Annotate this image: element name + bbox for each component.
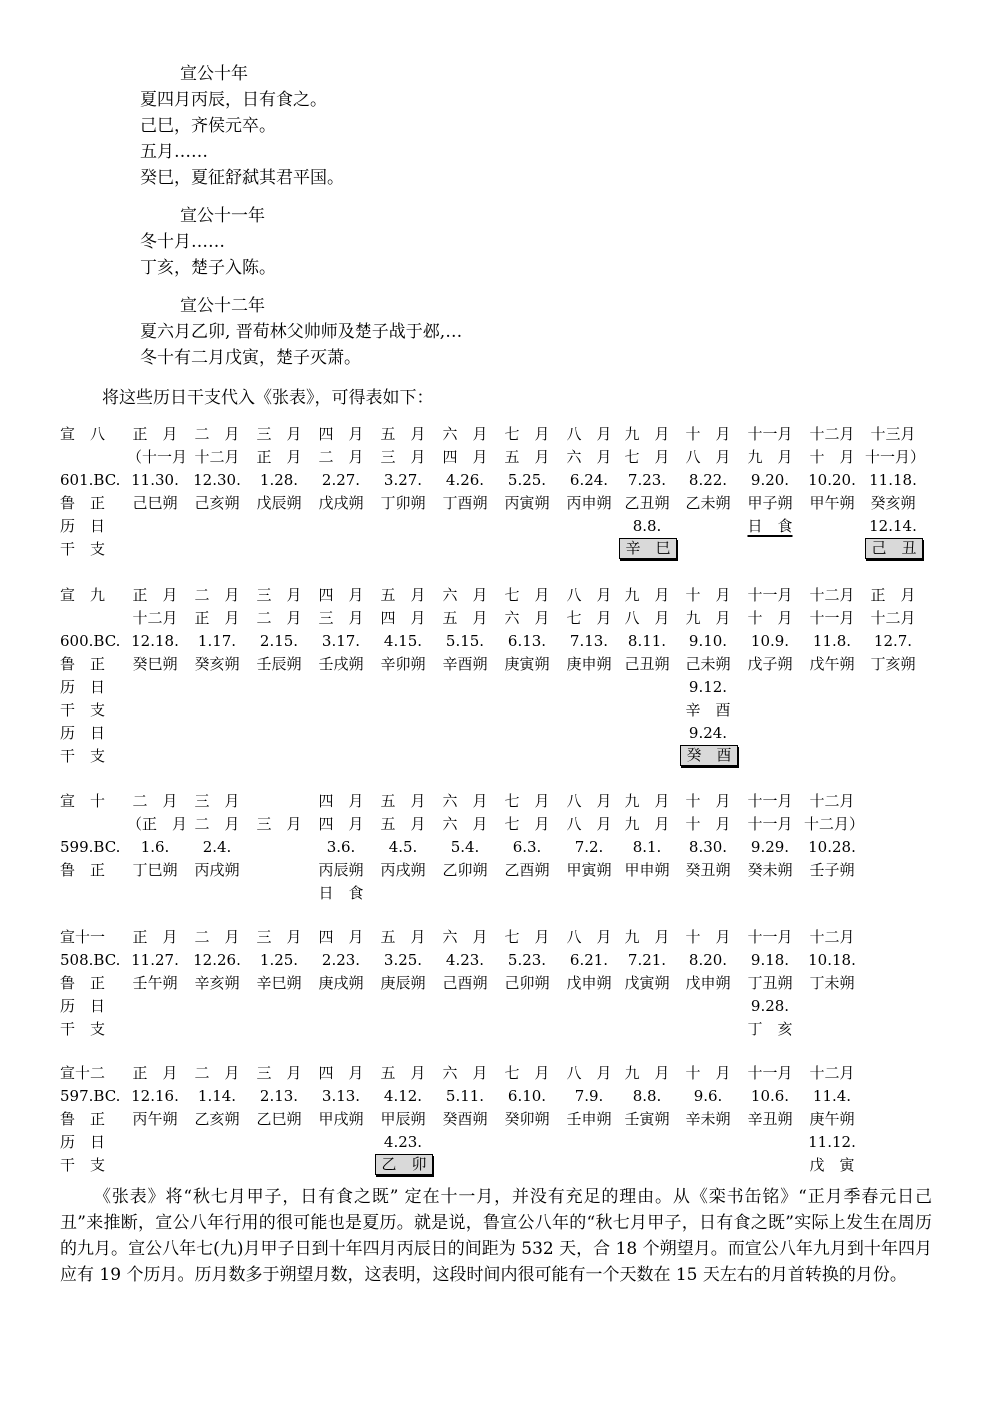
table-cell: 正 月 xyxy=(256,448,302,466)
table-cell: 六 月 xyxy=(442,928,488,946)
table-cell: 二 月 xyxy=(194,586,240,604)
table-cell: 八 月 xyxy=(685,448,731,466)
table-cell: 6.24. xyxy=(569,471,609,489)
table-cell: （正 月 xyxy=(127,815,188,833)
table-cell: 6.13. xyxy=(507,632,547,650)
row-header: 600.BC. xyxy=(60,632,121,650)
table-cell: 10.20. xyxy=(808,471,856,489)
table-cell: 十二月） xyxy=(804,815,865,833)
table-cell: 癸酉朔 xyxy=(442,1110,488,1128)
table-cell: 戊午朔 xyxy=(809,655,855,673)
table-cell: 壬申朔 xyxy=(566,1110,612,1128)
table-cell: 7.13. xyxy=(569,632,609,650)
table-cell: 9.6. xyxy=(693,1087,723,1105)
table-cell: 乙未朔 xyxy=(685,494,731,512)
text-line: 将这些历日干支代入《张表》，可得表如下： xyxy=(102,388,434,408)
table-cell: 丙戌朔 xyxy=(194,861,240,879)
table-cell: 十 月 xyxy=(685,792,731,810)
table-cell: 己巳朔 xyxy=(132,494,178,512)
table-cell: 丙午朔 xyxy=(132,1110,178,1128)
table-cell: 二 月 xyxy=(194,1064,240,1082)
table-cell: 丁亥朔 xyxy=(870,655,916,673)
table-cell: 十一月 xyxy=(747,1064,793,1082)
table-cell: 乙酉朔 xyxy=(504,861,550,879)
table-cell: 九 月 xyxy=(685,609,731,627)
table-cell: 十二月 xyxy=(809,1064,855,1082)
table-cell: 十 月 xyxy=(685,815,731,833)
table-cell: 八 月 xyxy=(566,928,612,946)
table-cell: 己卯朔 xyxy=(504,974,550,992)
text-line: 夏四月丙辰，日有食之。 xyxy=(140,90,327,110)
table-cell: 七 月 xyxy=(504,425,550,443)
table-cell: 2.13. xyxy=(259,1087,299,1105)
highlighted-cell: 己 丑 xyxy=(865,538,923,559)
table-cell: 五 月 xyxy=(380,792,426,810)
table-cell: 8.8. xyxy=(632,1087,662,1105)
table-cell: 五 月 xyxy=(442,609,488,627)
table-cell: 2.23. xyxy=(321,951,361,969)
table-cell: 辛卯朔 xyxy=(380,655,426,673)
table-cell: 3.17. xyxy=(321,632,361,650)
row-header: 宣 八 xyxy=(60,425,106,443)
table-cell: 十二月 xyxy=(809,792,855,810)
row-header: 干 支 xyxy=(60,747,106,765)
row-header: 干 支 xyxy=(60,540,106,558)
table-cell: 2.27. xyxy=(321,471,361,489)
table-cell: 十二月 xyxy=(194,448,240,466)
table-cell: 六 月 xyxy=(566,448,612,466)
table-cell: 壬午朔 xyxy=(132,974,178,992)
table-cell: 甲寅朔 xyxy=(566,861,612,879)
table-cell: 10.28. xyxy=(808,838,856,856)
table-cell: 5.4. xyxy=(450,838,480,856)
table-cell: 4.23. xyxy=(445,951,485,969)
table-cell: 丁酉朔 xyxy=(442,494,488,512)
table-cell: 1.6. xyxy=(140,838,170,856)
table-cell: 12.14. xyxy=(869,517,917,535)
table-cell: 二 月 xyxy=(194,425,240,443)
table-cell: 九 月 xyxy=(624,1064,670,1082)
table-cell: 乙巳朔 xyxy=(256,1110,302,1128)
table-cell: 六 月 xyxy=(442,586,488,604)
table-cell: 己未朔 xyxy=(685,655,731,673)
table-cell: 12.18. xyxy=(131,632,179,650)
table-cell: 五 月 xyxy=(380,815,426,833)
table-cell: 十二月 xyxy=(870,609,916,627)
table-cell: 正 月 xyxy=(870,586,916,604)
table-cell: 丁卯朔 xyxy=(380,494,426,512)
table-cell: 乙卯朔 xyxy=(442,861,488,879)
table-cell: 辛未朔 xyxy=(685,1110,731,1128)
row-header: 宣 十 xyxy=(60,792,106,810)
table-cell: 六 月 xyxy=(442,425,488,443)
table-cell: 8.11. xyxy=(627,632,667,650)
table-cell: 乙丑朔 xyxy=(624,494,670,512)
table-cell: 七 月 xyxy=(504,928,550,946)
row-header: 601.BC. xyxy=(60,471,121,489)
table-cell: 八 月 xyxy=(566,1064,612,1082)
table-cell: 三 月 xyxy=(256,815,302,833)
table-cell: 丁巳朔 xyxy=(132,861,178,879)
table-cell: 八 月 xyxy=(566,792,612,810)
table-cell: （十一月 xyxy=(127,448,188,466)
table-cell: 十二月 xyxy=(809,586,855,604)
table-cell: 2.4. xyxy=(202,838,232,856)
table-cell: 十一月 xyxy=(747,425,793,443)
table-cell: 六 月 xyxy=(442,1064,488,1082)
table-cell: 8.8. xyxy=(632,517,662,535)
table-cell: 四 月 xyxy=(442,448,488,466)
table-cell: 11.18. xyxy=(869,471,917,489)
highlighted-cell: 乙 卯 xyxy=(375,1154,433,1175)
table-cell: 五 月 xyxy=(380,1064,426,1082)
text-line: 癸巳，夏征舒弑其君平国。 xyxy=(140,168,344,188)
table-cell: 甲申朔 xyxy=(624,861,670,879)
table-cell: 丁丑朔 xyxy=(747,974,793,992)
table-cell: 八 月 xyxy=(566,425,612,443)
table-cell: 丙申朔 xyxy=(566,494,612,512)
row-header: 干 支 xyxy=(60,1156,106,1174)
table-cell: 庚辰朔 xyxy=(380,974,426,992)
table-cell: 三 月 xyxy=(256,586,302,604)
table-cell: 辛酉朔 xyxy=(442,655,488,673)
table-cell: 3.25. xyxy=(383,951,423,969)
table-cell: 1.28. xyxy=(259,471,299,489)
table-cell: 12.30. xyxy=(193,471,241,489)
text-line: 丁亥，楚子入陈。 xyxy=(140,258,276,278)
table-cell: 8.1. xyxy=(632,838,662,856)
table-cell: 二 月 xyxy=(194,928,240,946)
table-cell: 10.6. xyxy=(750,1087,790,1105)
row-header: 宣十二 xyxy=(60,1064,106,1082)
table-cell: 丁 亥 xyxy=(747,1020,793,1038)
table-cell: 庚午朔 xyxy=(809,1110,855,1128)
table-cell: 日 食 xyxy=(747,517,793,535)
row-header: 597.BC. xyxy=(60,1087,121,1105)
text-line: 宣公十二年 xyxy=(180,296,265,316)
table-cell: 九 月 xyxy=(747,448,793,466)
table-cell: 5.11. xyxy=(445,1087,485,1105)
table-cell: 十二月 xyxy=(809,928,855,946)
table-cell: 乙亥朔 xyxy=(194,1110,240,1128)
table-cell: 九 月 xyxy=(624,586,670,604)
table-cell: 癸亥朔 xyxy=(194,655,240,673)
table-cell: 十 月 xyxy=(747,609,793,627)
table-cell: 三 月 xyxy=(380,448,426,466)
table-cell: 十 月 xyxy=(685,425,731,443)
table-cell: 辛丑朔 xyxy=(747,1110,793,1128)
table-cell: 正 月 xyxy=(132,928,178,946)
table-cell: 正 月 xyxy=(132,425,178,443)
table-cell: 9.20. xyxy=(750,471,790,489)
table-cell: 七 月 xyxy=(504,1064,550,1082)
table-cell: 8.30. xyxy=(688,838,728,856)
table-cell: 9.28. xyxy=(750,997,790,1015)
table-cell: 戊申朔 xyxy=(685,974,731,992)
row-header: 鲁 正 xyxy=(60,974,106,992)
table-cell: 三 月 xyxy=(256,425,302,443)
table-cell: 十三月 xyxy=(870,425,916,443)
table-cell: 己酉朔 xyxy=(442,974,488,992)
table-cell: 11.27. xyxy=(131,951,179,969)
table-cell: 七 月 xyxy=(566,609,612,627)
table-cell: 7.21. xyxy=(627,951,667,969)
table-cell: 1.25. xyxy=(259,951,299,969)
table-cell: 三 月 xyxy=(256,1064,302,1082)
table-cell: 3.27. xyxy=(383,471,423,489)
table-cell: 五 月 xyxy=(380,425,426,443)
table-cell: 6.21. xyxy=(569,951,609,969)
table-cell: 十一月 xyxy=(809,609,855,627)
row-header: 宣 九 xyxy=(60,586,106,604)
table-cell: 9.12. xyxy=(688,678,728,696)
table-cell: 5.15. xyxy=(445,632,485,650)
table-cell: 二 月 xyxy=(256,609,302,627)
table-cell: 丙辰朔 xyxy=(318,861,364,879)
table-cell: 十 月 xyxy=(685,586,731,604)
table-cell: 癸亥朔 xyxy=(870,494,916,512)
table-cell: 十一月 xyxy=(747,792,793,810)
table-cell: 壬子朔 xyxy=(809,861,855,879)
table-cell: 十一月 xyxy=(747,815,793,833)
table-cell: 十 月 xyxy=(809,448,855,466)
table-cell: 戊申朔 xyxy=(566,974,612,992)
table-cell: 三 月 xyxy=(256,928,302,946)
table-cell: 七 月 xyxy=(504,586,550,604)
table-cell: 十 月 xyxy=(685,928,731,946)
table-cell: 六 月 xyxy=(442,792,488,810)
table-cell: 五 月 xyxy=(380,928,426,946)
table-cell: 十一月 xyxy=(747,928,793,946)
table-cell: 辛亥朔 xyxy=(194,974,240,992)
table-cell: 十一月） xyxy=(865,448,926,466)
table-cell: 7.9. xyxy=(574,1087,604,1105)
table-cell: 壬戌朔 xyxy=(318,655,364,673)
table-cell: 八 月 xyxy=(566,586,612,604)
table-cell: 十 月 xyxy=(685,1064,731,1082)
row-header: 历 日 xyxy=(60,724,106,742)
text-line: 宣公十一年 xyxy=(180,206,265,226)
table-cell: 二 月 xyxy=(318,448,364,466)
table-cell: 正 月 xyxy=(132,1064,178,1082)
row-header: 干 支 xyxy=(60,701,106,719)
table-cell: 庚戌朔 xyxy=(318,974,364,992)
table-cell: 癸丑朔 xyxy=(685,861,731,879)
table-cell: 9.29. xyxy=(750,838,790,856)
text-line: 宣公十年 xyxy=(180,64,248,84)
text-line: 己巳，齐侯元卒。 xyxy=(140,116,276,136)
table-cell: 8.20. xyxy=(688,951,728,969)
table-cell: 7.23. xyxy=(627,471,667,489)
table-cell: 七 月 xyxy=(504,792,550,810)
table-cell: 四 月 xyxy=(318,815,364,833)
table-cell: 日 食 xyxy=(318,884,364,902)
row-header: 干 支 xyxy=(60,1020,106,1038)
table-cell: 二 月 xyxy=(194,815,240,833)
table-cell: 7.2. xyxy=(574,838,604,856)
table-cell: 8.22. xyxy=(688,471,728,489)
text-line: 冬十有二月戊寅，楚子灭萧。 xyxy=(140,348,361,368)
text-line: 冬十月…… xyxy=(140,232,225,252)
table-cell: 癸卯朔 xyxy=(504,1110,550,1128)
table-cell: 10.18. xyxy=(808,951,856,969)
table-cell: 11.12. xyxy=(808,1133,856,1151)
table-cell: 1.17. xyxy=(197,632,237,650)
table-cell: 4.12. xyxy=(383,1087,423,1105)
highlighted-cell: 癸 酉 xyxy=(680,745,738,766)
table-cell: 九 月 xyxy=(624,928,670,946)
table-cell: 12.16. xyxy=(131,1087,179,1105)
table-cell: 甲午朔 xyxy=(809,494,855,512)
table-cell: 壬寅朔 xyxy=(624,1110,670,1128)
row-header: 历 日 xyxy=(60,678,106,696)
table-cell: 十二月 xyxy=(132,609,178,627)
table-cell: 6.3. xyxy=(512,838,542,856)
table-cell: 十一月 xyxy=(747,586,793,604)
row-header: 599.BC. xyxy=(60,838,121,856)
text-line: 夏六月乙卯, 晋荀林父帅师及楚子战于邲,… xyxy=(140,322,463,342)
table-cell: 9.10. xyxy=(688,632,728,650)
table-cell: 11.30. xyxy=(131,471,179,489)
table-cell: 六 月 xyxy=(504,609,550,627)
table-cell: 己亥朔 xyxy=(194,494,240,512)
highlighted-cell: 辛 巳 xyxy=(619,538,677,559)
row-header: 历 日 xyxy=(60,517,106,535)
table-cell: 六 月 xyxy=(442,815,488,833)
table-cell: 2.15. xyxy=(259,632,299,650)
table-cell: 三 月 xyxy=(194,792,240,810)
table-cell: 1.14. xyxy=(197,1087,237,1105)
table-cell: 11.4. xyxy=(812,1087,852,1105)
text-line: 五月…… xyxy=(140,142,208,162)
table-cell: 4.23. xyxy=(383,1133,423,1151)
table-cell: 丁未朔 xyxy=(809,974,855,992)
table-cell: 9.24. xyxy=(688,724,728,742)
table-cell: 5.23. xyxy=(507,951,547,969)
table-cell: 九 月 xyxy=(624,815,670,833)
row-header: 历 日 xyxy=(60,997,106,1015)
row-header: 鲁 正 xyxy=(60,861,106,879)
table-cell: 9.18. xyxy=(750,951,790,969)
table-cell: 甲辰朔 xyxy=(380,1110,426,1128)
table-cell: 四 月 xyxy=(318,928,364,946)
table-cell: 戊寅朔 xyxy=(624,974,670,992)
table-cell: 4.26. xyxy=(445,471,485,489)
row-header: 历 日 xyxy=(60,1133,106,1151)
row-header: 508.BC. xyxy=(60,951,121,969)
table-cell: 九 月 xyxy=(624,792,670,810)
table-cell: 庚申朔 xyxy=(566,655,612,673)
table-cell: 丙戌朔 xyxy=(380,861,426,879)
table-cell: 己丑朔 xyxy=(624,655,670,673)
table-cell: 12.26. xyxy=(193,951,241,969)
table-cell: 五 月 xyxy=(504,448,550,466)
table-cell: 八 月 xyxy=(624,609,670,627)
table-cell: 三 月 xyxy=(318,609,364,627)
table-cell: 10.9. xyxy=(750,632,790,650)
body-paragraph: 《张表》将“秋七月甲子，日有食之既” 定在十一月，并没有充足的理由。从《栾书缶铭》“正月季春元日己丑”来推断，宣公八年行用的很可能也是夏历。就是说，鲁宣公八年的“秋七月甲子，日有食之既”实际上发生在周历的九月。宣公八年七(九)月甲子日到十年四月丙辰日的间距为 532 天，合 18 个朔望月。而宣公八年九月到十年四月应有 19 个历月。历月数多于朔望月数，这表明，这段时间内很可能有一个天数在 15 天左右的月首转换的月份。 xyxy=(60,1187,932,1285)
table-cell: 甲子朔 xyxy=(747,494,793,512)
table-cell: 十二月 xyxy=(809,425,855,443)
table-cell: 3.13. xyxy=(321,1087,361,1105)
table-cell: 七 月 xyxy=(624,448,670,466)
row-header: 宣十一 xyxy=(60,928,106,946)
table-cell: 二 月 xyxy=(132,792,178,810)
table-cell: 戊子朔 xyxy=(747,655,793,673)
table-cell: 12.7. xyxy=(873,632,913,650)
table-cell: 四 月 xyxy=(318,586,364,604)
table-cell: 四 月 xyxy=(318,1064,364,1082)
table-cell: 四 月 xyxy=(318,792,364,810)
table-cell: 辛 酉 xyxy=(685,701,731,719)
table-cell: 辛巳朔 xyxy=(256,974,302,992)
table-cell: 正 月 xyxy=(132,586,178,604)
table-cell: 4.15. xyxy=(383,632,423,650)
row-header: 鲁 正 xyxy=(60,1110,106,1128)
table-cell: 壬辰朔 xyxy=(256,655,302,673)
table-cell: 五 月 xyxy=(380,586,426,604)
table-cell: 戊辰朔 xyxy=(256,494,302,512)
table-cell: 四 月 xyxy=(380,609,426,627)
table-cell: 四 月 xyxy=(318,425,364,443)
table-cell: 4.5. xyxy=(388,838,418,856)
table-cell: 九 月 xyxy=(624,425,670,443)
table-cell: 庚寅朔 xyxy=(504,655,550,673)
table-cell: 正 月 xyxy=(194,609,240,627)
table-cell: 丙寅朔 xyxy=(504,494,550,512)
table-cell: 癸巳朔 xyxy=(132,655,178,673)
table-cell: 戊 寅 xyxy=(809,1156,855,1174)
table-cell: 5.25. xyxy=(507,471,547,489)
row-header: 鲁 正 xyxy=(60,494,106,512)
table-cell: 癸未朔 xyxy=(747,861,793,879)
table-cell: 戊戌朔 xyxy=(318,494,364,512)
table-cell: 甲戌朔 xyxy=(318,1110,364,1128)
row-header: 鲁 正 xyxy=(60,655,106,673)
table-cell: 七 月 xyxy=(504,815,550,833)
table-cell: 6.10. xyxy=(507,1087,547,1105)
table-cell: 11.8. xyxy=(812,632,852,650)
table-cell: 3.6. xyxy=(326,838,356,856)
table-cell: 八 月 xyxy=(566,815,612,833)
